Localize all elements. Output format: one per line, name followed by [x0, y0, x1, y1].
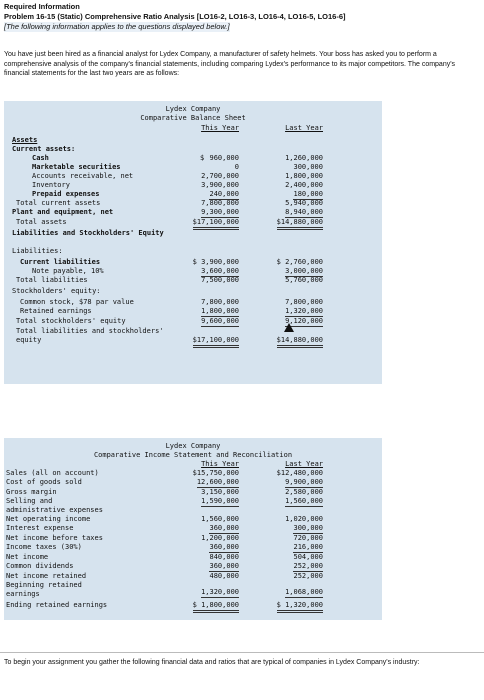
bs-last: 9,120,000 — [285, 317, 323, 325]
is-last: $12,480,000 — [276, 469, 323, 477]
bs-last: 3,000,000 — [285, 267, 323, 275]
col-last-year: Last Year — [285, 460, 323, 468]
bs-label: Plant and equipment, net — [12, 208, 114, 216]
is-label: Income taxes (30%) — [6, 543, 82, 551]
is-label: Ending retained earnings — [6, 601, 108, 609]
is-this: 840,000 — [209, 553, 239, 561]
bs-this: 9,600,000 — [201, 317, 239, 325]
is-last: 9,900,000 — [285, 478, 323, 486]
bs-last: 8,940,000 — [285, 208, 323, 216]
is-label: Net income retained — [6, 572, 87, 580]
col-last-year: Last Year — [285, 124, 323, 132]
bs-last: 180,000 — [293, 190, 323, 198]
is-this: $ 1,800,000 — [193, 601, 239, 613]
bs-label: Total stockholders' equity — [16, 317, 126, 325]
bs-last: 2,400,000 — [285, 181, 323, 189]
bs-this: 1,800,000 — [201, 307, 239, 315]
dollar-sign: $ — [200, 154, 205, 162]
problem-header — [4, 2, 480, 32]
is-this: 360,000 — [209, 524, 239, 532]
bs-label: Note payable, 10% — [32, 267, 104, 275]
bs-this: $17,100,000 — [193, 336, 239, 348]
bs-last: $14,880,000 — [277, 336, 323, 348]
bs-last: 5,760,000 — [285, 276, 323, 284]
is-label: Selling and administrative expenses — [6, 497, 103, 514]
mouse-cursor-icon — [284, 323, 294, 332]
bs-label: Total liabilities and stockholders' equity — [16, 327, 164, 344]
bs-this: $ 3,900,000 — [192, 258, 239, 266]
bs-label: Liabilities: — [12, 247, 63, 255]
col-this-year: This Year — [201, 124, 239, 132]
is-last: 252,000 — [293, 572, 323, 580]
col-this-year: This Year — [201, 460, 239, 468]
balance-sheet-title: Comparative Balance Sheet — [140, 114, 246, 122]
is-this: 1,200,000 — [201, 534, 239, 542]
bs-last: 1,320,000 — [285, 307, 323, 315]
is-label: Beginning retained earnings — [6, 581, 82, 598]
income-statement-title: Comparative Income Statement and Reconciliation — [93, 451, 293, 459]
is-label: Interest expense — [6, 524, 74, 532]
is-last: 1,068,000 — [285, 588, 323, 596]
bs-label: Current assets: — [12, 145, 76, 153]
is-last: 720,000 — [293, 534, 323, 542]
intro-paragraph: You have just been hired as a financial analyst for Lydex Company, a manufacturer of safety helmets. Your boss has asked you to perform a comprehensive analysis of the company's financial statements, including comparing Lydex's performance to its major competitors. The company's financial statements for the last two years are as follows: — [4, 51, 456, 77]
is-this: 360,000 — [209, 543, 239, 551]
bs-this: 3,900,000 — [201, 181, 239, 189]
bs-last: $14,880,000 — [277, 218, 323, 230]
bs-label: Total assets — [16, 218, 67, 226]
is-last: 504,000 — [293, 553, 323, 561]
problem-title: Problem 16-15 (Static) Comprehensive Ratio Analysis [LO16-2, LO16-3, LO16-4, LO16-5, LO16-6] — [4, 12, 346, 21]
bs-label: Liabilities and Stockholders' Equity — [12, 229, 164, 237]
bs-label: Inventory — [32, 181, 70, 189]
divider — [0, 652, 484, 653]
income-statement-company: Lydex Company — [165, 442, 221, 450]
required-info-label: Required Information — [4, 2, 80, 11]
bs-this: 960,000 — [209, 154, 239, 162]
bs-label: Total liabilities — [16, 276, 88, 284]
bs-this: 7,500,000 — [201, 276, 239, 284]
is-last: 1,020,000 — [285, 515, 323, 523]
bs-this: 240,000 — [209, 190, 239, 198]
is-last: 1,560,000 — [285, 497, 323, 505]
is-label: Net operating income — [6, 515, 91, 523]
applies-note: [The following information applies to the questions displayed below.] — [4, 22, 230, 31]
bs-last: $ 2,760,000 — [276, 258, 323, 266]
bs-label: Current liabilities — [20, 258, 101, 266]
bs-this: 7,800,000 — [201, 199, 239, 207]
is-last: 252,000 — [293, 562, 323, 570]
is-this: 1,320,000 — [201, 588, 239, 596]
footer-paragraph: To begin your assignment you gather the following financial data and ratios that are typical of companies in Lydex Company's industry: — [4, 659, 420, 666]
is-this: 3,150,000 — [201, 488, 239, 496]
bs-this: 2,700,000 — [201, 172, 239, 180]
is-label: Sales (all on account) — [6, 469, 99, 477]
is-label: Net income before taxes — [6, 534, 103, 542]
is-last: 2,580,000 — [285, 488, 323, 496]
is-last: 300,000 — [293, 524, 323, 532]
is-this: 1,560,000 — [201, 515, 239, 523]
bs-this: $17,100,000 — [193, 218, 239, 230]
bs-last: 5,940,000 — [285, 199, 323, 207]
bs-label: Prepaid expenses — [32, 190, 100, 198]
bs-label: Retained earnings — [20, 307, 92, 315]
bs-this: 3,600,000 — [201, 267, 239, 275]
bs-last: 7,800,000 — [285, 298, 323, 306]
is-this: 480,000 — [209, 572, 239, 580]
is-label: Cost of goods sold — [6, 478, 82, 486]
bs-last: 300,000 — [293, 163, 323, 171]
bs-last: 1,800,000 — [285, 172, 323, 180]
is-this: 1,590,000 — [201, 497, 239, 505]
is-label: Net income — [6, 553, 49, 561]
is-this: 12,600,000 — [196, 478, 239, 486]
bs-label: Marketable securities — [32, 163, 121, 171]
bs-label: Cash — [32, 154, 49, 162]
bs-this: 0 — [234, 163, 239, 171]
income-statement — [4, 438, 382, 620]
is-last: $ 1,320,000 — [277, 601, 323, 613]
bs-label: Accounts receivable, net — [32, 172, 134, 180]
bs-label: Assets — [12, 136, 38, 144]
bs-label: Total current assets — [16, 199, 101, 207]
balance-sheet — [4, 101, 382, 384]
bs-label: Common stock, $78 par value — [20, 298, 134, 306]
is-last: 216,000 — [293, 543, 323, 551]
is-label: Gross margin — [6, 488, 57, 496]
bs-last: 1,260,000 — [285, 154, 323, 162]
bs-this: 9,300,000 — [201, 208, 239, 216]
balance-sheet-company: Lydex Company — [165, 105, 221, 113]
is-this: $15,750,000 — [192, 469, 239, 477]
bs-this: 7,800,000 — [201, 298, 239, 306]
is-this: 360,000 — [209, 562, 239, 570]
is-label: Common dividends — [6, 562, 74, 570]
bs-label: Stockholders' equity: — [12, 287, 101, 295]
